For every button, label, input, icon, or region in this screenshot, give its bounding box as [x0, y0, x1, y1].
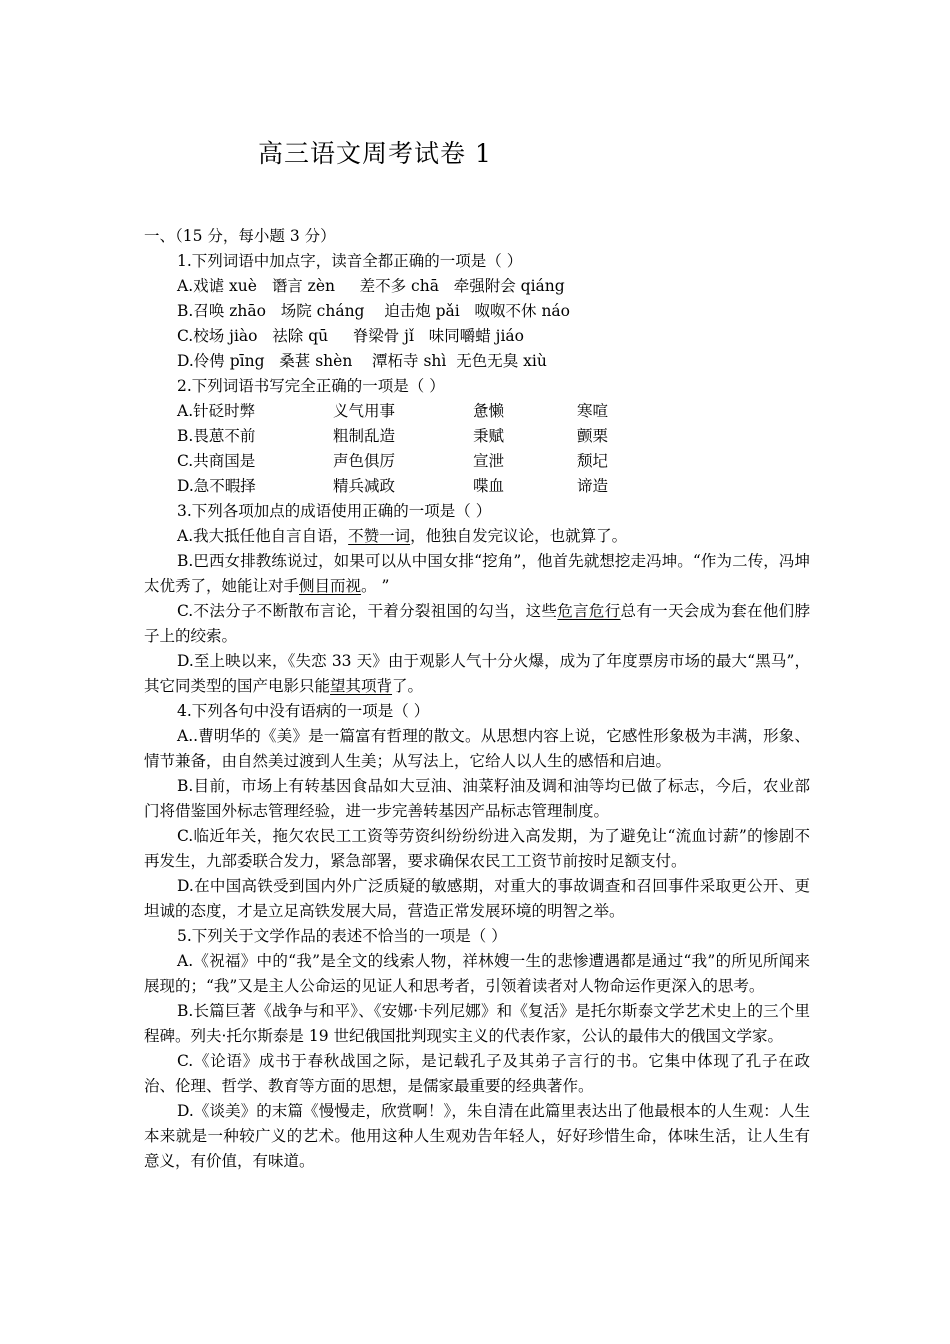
marked-idiom: 望其项背	[330, 677, 393, 695]
question-2-option-a	[144, 399, 810, 424]
question-4-option-b: B.目前，市场上有转基因食品如大豆油、油菜籽油及调和油等均已做了标志，今后，农业部门将借鉴国外标志管理经验，进一步完善转基因产品标志管理制度。	[144, 777, 810, 820]
question-4-option-c: C.临近年关，拖欠农民工工资等劳资纠纷纷纷进入高发期，为了避免让“流血讨薪”的惨剧不再发生，九部委联合发力，紧急部署，要求确保农民工工资节前按时足额支付。	[144, 827, 810, 870]
option-word: 宣泄	[473, 452, 505, 470]
option-word: A.针砭时弊	[177, 402, 256, 420]
option-word: 精兵减政	[333, 477, 396, 495]
question-2-option-d	[144, 474, 810, 499]
option-word: 谛造	[577, 477, 609, 495]
question-5-option-c: C.《论语》成书于春秋战国之际，是记载孔子及其弟子言行的书。它集中体现了孔子在政治、伦理、哲学、教育等方面的思想，是儒家最重要的经典著作。	[144, 1052, 810, 1095]
question-4-stem: 4.下列各句中没有语病的一项是（ ）	[177, 702, 430, 720]
section-heading: 一、（15 分，每小题 3 分）	[144, 227, 336, 245]
exam-content	[144, 224, 810, 1174]
option-text: 总有一天会成为套在他们脖子上的绞索。	[144, 602, 810, 645]
option-word: 声色俱厉	[333, 452, 396, 470]
option-word: 喋血	[473, 477, 505, 495]
option-word: D.急不暇择	[177, 477, 256, 495]
option-text: A.我大抵任他自言自语，	[177, 527, 349, 545]
option-word: 惫懒	[473, 402, 505, 420]
option-text: C.不法分子不断散布言论，干着分裂祖国的勾当，这些	[177, 602, 558, 620]
page-title: 高三语文周考试卷 1	[258, 139, 492, 168]
question-5-option-a: A.《祝福》中的“我”是全文的线索人物，祥林嫂一生的悲惨遭遇都是通过“我”的所见所闻来展现的；“我”又是主人公命运的见证人和思考者，引领着读者对人物命运作更深入的思考。	[144, 952, 810, 995]
question-5-stem: 5.下列关于文学作品的表述不恰当的一项是（ ）	[177, 927, 507, 945]
option-word: 颤栗	[577, 427, 609, 445]
question-1-option-c: C.校场 jiào 祛除 qū 脊梁骨 jǐ 味同嚼蜡 jiáo	[177, 327, 524, 345]
question-3-option-d	[144, 649, 810, 699]
option-word: C.共商国是	[177, 452, 256, 470]
question-1-option-d: D.伶俜 pīng 桑葚 shèn 潭柘寺 shì 无色无臭 xiù	[177, 352, 547, 370]
question-4-option-a: A..曹明华的《美》是一篇富有哲理的散文。从思想内容上说，它感性形象极为丰满，形象、情节兼备，由自然美过渡到人生美；从写法上，它给人以人生的感悟和启迪。	[144, 727, 810, 770]
option-text: B.巴西女排教练说过，如果可以从中国女排“挖角”，他首先就想挖走冯坤。“作为二传，冯坤太优秀了，她能让对手	[144, 552, 810, 595]
question-3-option-c	[144, 599, 810, 649]
question-2-stem: 2.下列词语书写完全正确的一项是（ ）	[177, 377, 445, 395]
marked-idiom: 不赞一词	[348, 527, 411, 545]
question-2-option-c	[144, 449, 810, 474]
option-word: 颓圮	[577, 452, 609, 470]
question-3-option-a	[144, 524, 810, 549]
question-5-option-d: D.《谈美》的末篇《慢慢走，欣赏啊！》，朱自清在此篇里表达出了他最根本的人生观：人生本来就是一种较广义的艺术。他用这种人生观劝告年轻人，好好珍惜生命，体味生活，让人生有意义，有价值，有味道。	[144, 1102, 810, 1170]
option-word: 义气用事	[333, 402, 396, 420]
option-word: 秉赋	[473, 427, 505, 445]
question-1-option-a: A.戏谑 xuè 谮言 zèn 差不多 chā 牵强附会 qiáng	[177, 277, 565, 295]
option-text: D.至上映以来，《失恋 33 天》由于观影人气十分火爆，成为了年度票房市场的最大“黑马”，其它同类型的国产电影只能	[144, 652, 810, 695]
marked-idiom: 危言危行	[557, 602, 621, 620]
option-word: B.畏葸不前	[177, 427, 256, 445]
question-1-stem: 1.下列词语中加点字，读音全都正确的一项是（ ）	[177, 252, 523, 270]
question-4-option-d: D.在中国高铁受到国内外广泛质疑的敏感期，对重大的事故调查和召回事件采取更公开、更坦诚的态度，才是立足高铁发展大局，营造正常发展环境的明智之举。	[144, 877, 810, 920]
question-3-stem: 3.下列各项加点的成语使用正确的一项是（ ）	[177, 502, 492, 520]
question-2-option-b	[144, 424, 810, 449]
option-text: 了。	[392, 677, 424, 695]
question-5-option-b: B.长篇巨著《战争与和平》、《安娜·卡列尼娜》和《复活》是托尔斯泰文学艺术史上的三个里程碑。列夫·托尔斯泰是 19 世纪俄国批判现实主义的代表作家，公认的最伟大的俄国文学家。	[144, 1002, 810, 1045]
option-text: ，他独自发完议论，也就算了。	[410, 527, 628, 545]
marked-idiom: 侧目而视	[299, 577, 362, 595]
option-word: 粗制乱造	[333, 427, 396, 445]
question-3-option-b	[144, 549, 810, 599]
question-1-option-b: B.召唤 zhāo 场院 cháng 迫击炮 pǎi 呶呶不休 náo	[177, 302, 571, 320]
option-word: 寒喧	[577, 402, 609, 420]
option-text: 。 ”	[361, 577, 390, 595]
